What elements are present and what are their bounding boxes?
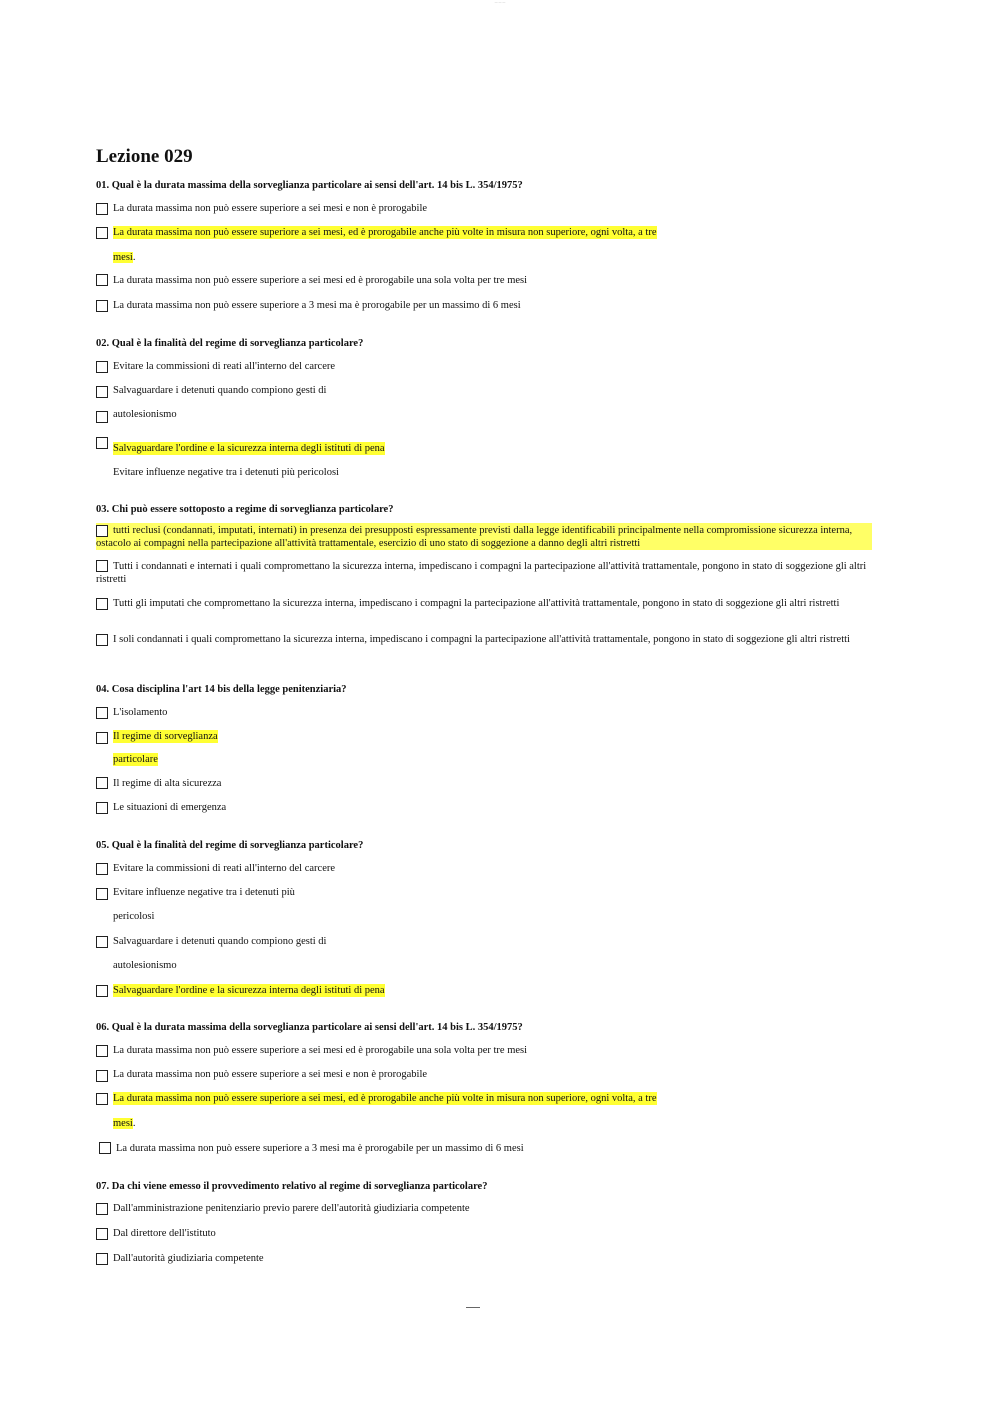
answer-checkbox[interactable] (96, 936, 108, 948)
question-02: 02. Qual è la finalità del regime di sorveglianza particolare? (96, 338, 364, 349)
answer-checkbox[interactable] (96, 888, 108, 900)
correct-answer-highlight: Salvaguardare l'ordine e la sicurezza interna degli istituti di pena (113, 985, 385, 996)
answer-checkbox[interactable] (96, 274, 108, 286)
answer-checkbox[interactable] (96, 777, 108, 789)
correct-answer-highlight: La durata massima non può essere superiore a sei mesi, ed è prorogabile anche più volte in misura non superiore, ogni volta, a tre (113, 1093, 657, 1104)
answer-checkbox[interactable] (96, 1070, 108, 1082)
answer-checkbox[interactable] (96, 300, 108, 312)
answer-checkbox[interactable] (96, 411, 108, 423)
answer-checkbox[interactable] (96, 1203, 108, 1215)
correct-answer-highlight: Salvaguardare l'ordine e la sicurezza interna degli istituti di pena (113, 443, 385, 454)
question-07: 07. Da chi viene emesso il provvedimento relativo al regime di sorveglianza particolare? (96, 1181, 488, 1192)
answer-option: tutti reclusi (condannati, imputati, internati) in presenza dei presupposti espressamente previsti dalla legge identificabili principalmente nella compromissione sicurezza interna, ostacolo ai compagni nella partecipazione all'attività trattamentale, esercizio di uno stato di soggezione a danno degli altri ristretti (96, 524, 896, 550)
answer-checkbox[interactable] (96, 203, 108, 215)
answer-checkbox[interactable] (96, 437, 108, 449)
lesson-title: Lezione 029 (96, 146, 193, 167)
question-05: 05. Qual è la finalità del regime di sorveglianza particolare? (96, 840, 364, 851)
document-page: — — — Lezione 029 01. Qual è la durata massima della sorveglianza particolare ai sensi dell'art. 14 bis L. 354/1975? La durata massima non può essere superiore a sei mesi e non è prorogabile La durata massima non può essere superiore a sei mesi, ed è prorogabile anche più volte in misura non superiore, ogni volta, a tre mesi. La durata massima non può essere superiore a sei mesi ed è prorogabile una sola volta per tre mesi La durata massima non può essere superiore a 3 mesi ma è prorogabile per un massimo di 6 mesi 02. Qual è la finalità del regime di sorveglianza particolare? Evitare la commissioni di reati all'interno del carcere Salvaguardare i detenuti quando compiono gesti di autolesionismo Salvaguardare l'ordine e la sicurezza interna degli istituti di pena Evitare influenze negative tra i detenuti più pericolosi 03. Chi può essere sottoposto a regime di sorveglianza particolare? tutti reclusi (condannati, imputati, internati) in presenza dei presupposti espressamente previsti dalla legge identificabili principalmente nella compromissione sicurezza interna, ostacolo ai compagni nella partecipazione all'attività trattamentale, esercizio di uno stato di soggezione a danno degli altri ristretti Tutti i condannati e internati i quali compromettano la sicurezza interna, impediscano i compagni la partecipazione all'attività trattamentale, pongono in stato di soggezione gli altri ristretti Tutti gli imputati che compromettano la sicurezza interna, impediscano i compagni la partecipazione all'attività trattamentale, pongono in stato di soggezione gli altri ristretti I soli condannati i quali compromettano la sicurezza interna, impediscano i compagni la partecipazione all'attività trattamentale, pongono in stato di soggezione gli altri ristretti 04. Cosa disciplina l'art 14 bis della legge penitenziaria? L'isolamento Il regime di sorveglianza particolare Il regime di alta sicurezza Le situazioni di emergenza 05. Qual è la finalità del regime di sorveglianza particolare? Evitare la commissioni di reati all'interno del carcere Evitare influenze negative tra i detenuti più pericolosi Salvaguardare i detenuti quando compiono gesti di autolesionismo Salvaguardare l'ordine e la sicurezza interna degli istituti di pena 06. Qual è la durata massima della sorveglianza particolare ai sensi dell'art. 14 bis L. 354/1975? La durata massima non può essere superiore a sei mesi ed è prorogabile una sola volta per tre mesi La durata massima non può essere superiore a sei mesi e non è prorogabile La durata massima non può essere superiore a sei mesi, ed è prorogabile anche più volte in misura non superiore, ogni volta, a tre mesi. La durata massima non può essere superiore a 3 mesi ma è prorogabile per un massimo di 6 mesi 07. Da chi viene emesso il provvedimento relativo al regime di sorveglianza particolare? Dall'amministrazione penitenziario previo parere dell'autorità giudiziaria competente Dal direttore dell'istituto Dall'autorità giudiziaria competente (0, 0, 1000, 1413)
answer-checkbox[interactable] (96, 863, 108, 875)
answer-checkbox[interactable] (96, 985, 108, 997)
answer-checkbox[interactable] (96, 732, 108, 744)
question-04: 04. Cosa disciplina l'art 14 bis della legge penitenziaria? (96, 684, 347, 695)
answer-checkbox[interactable] (96, 361, 108, 373)
correct-answer-highlight: Il regime di sorveglianza (113, 731, 218, 742)
answer-checkbox[interactable] (96, 707, 108, 719)
answer-checkbox[interactable] (96, 802, 108, 814)
answer-checkbox[interactable] (96, 1228, 108, 1240)
answer-checkbox[interactable] (96, 1045, 108, 1057)
answer-checkbox[interactable] (96, 227, 108, 239)
answer-checkbox[interactable] (96, 1093, 108, 1105)
correct-answer-highlight: La durata massima non può essere superiore a sei mesi, ed è prorogabile anche più volte in misura non superiore, ogni volta, a tre (113, 227, 657, 238)
answer-checkbox[interactable] (96, 386, 108, 398)
question-01: 01. Qual è la durata massima della sorveglianza particolare ai sensi dell'art. 14 bis L. 354/1975? (96, 180, 523, 191)
answer-checkbox[interactable] (96, 1253, 108, 1265)
question-06: 06. Qual è la durata massima della sorveglianza particolare ai sensi dell'art. 14 bis L. 354/1975? (96, 1022, 523, 1033)
question-03: 03. Chi può essere sottoposto a regime di sorveglianza particolare? (96, 504, 394, 515)
answer-checkbox[interactable] (99, 1142, 111, 1154)
top-mark: — — — (494, 0, 506, 4)
footer-dash (466, 1307, 480, 1308)
